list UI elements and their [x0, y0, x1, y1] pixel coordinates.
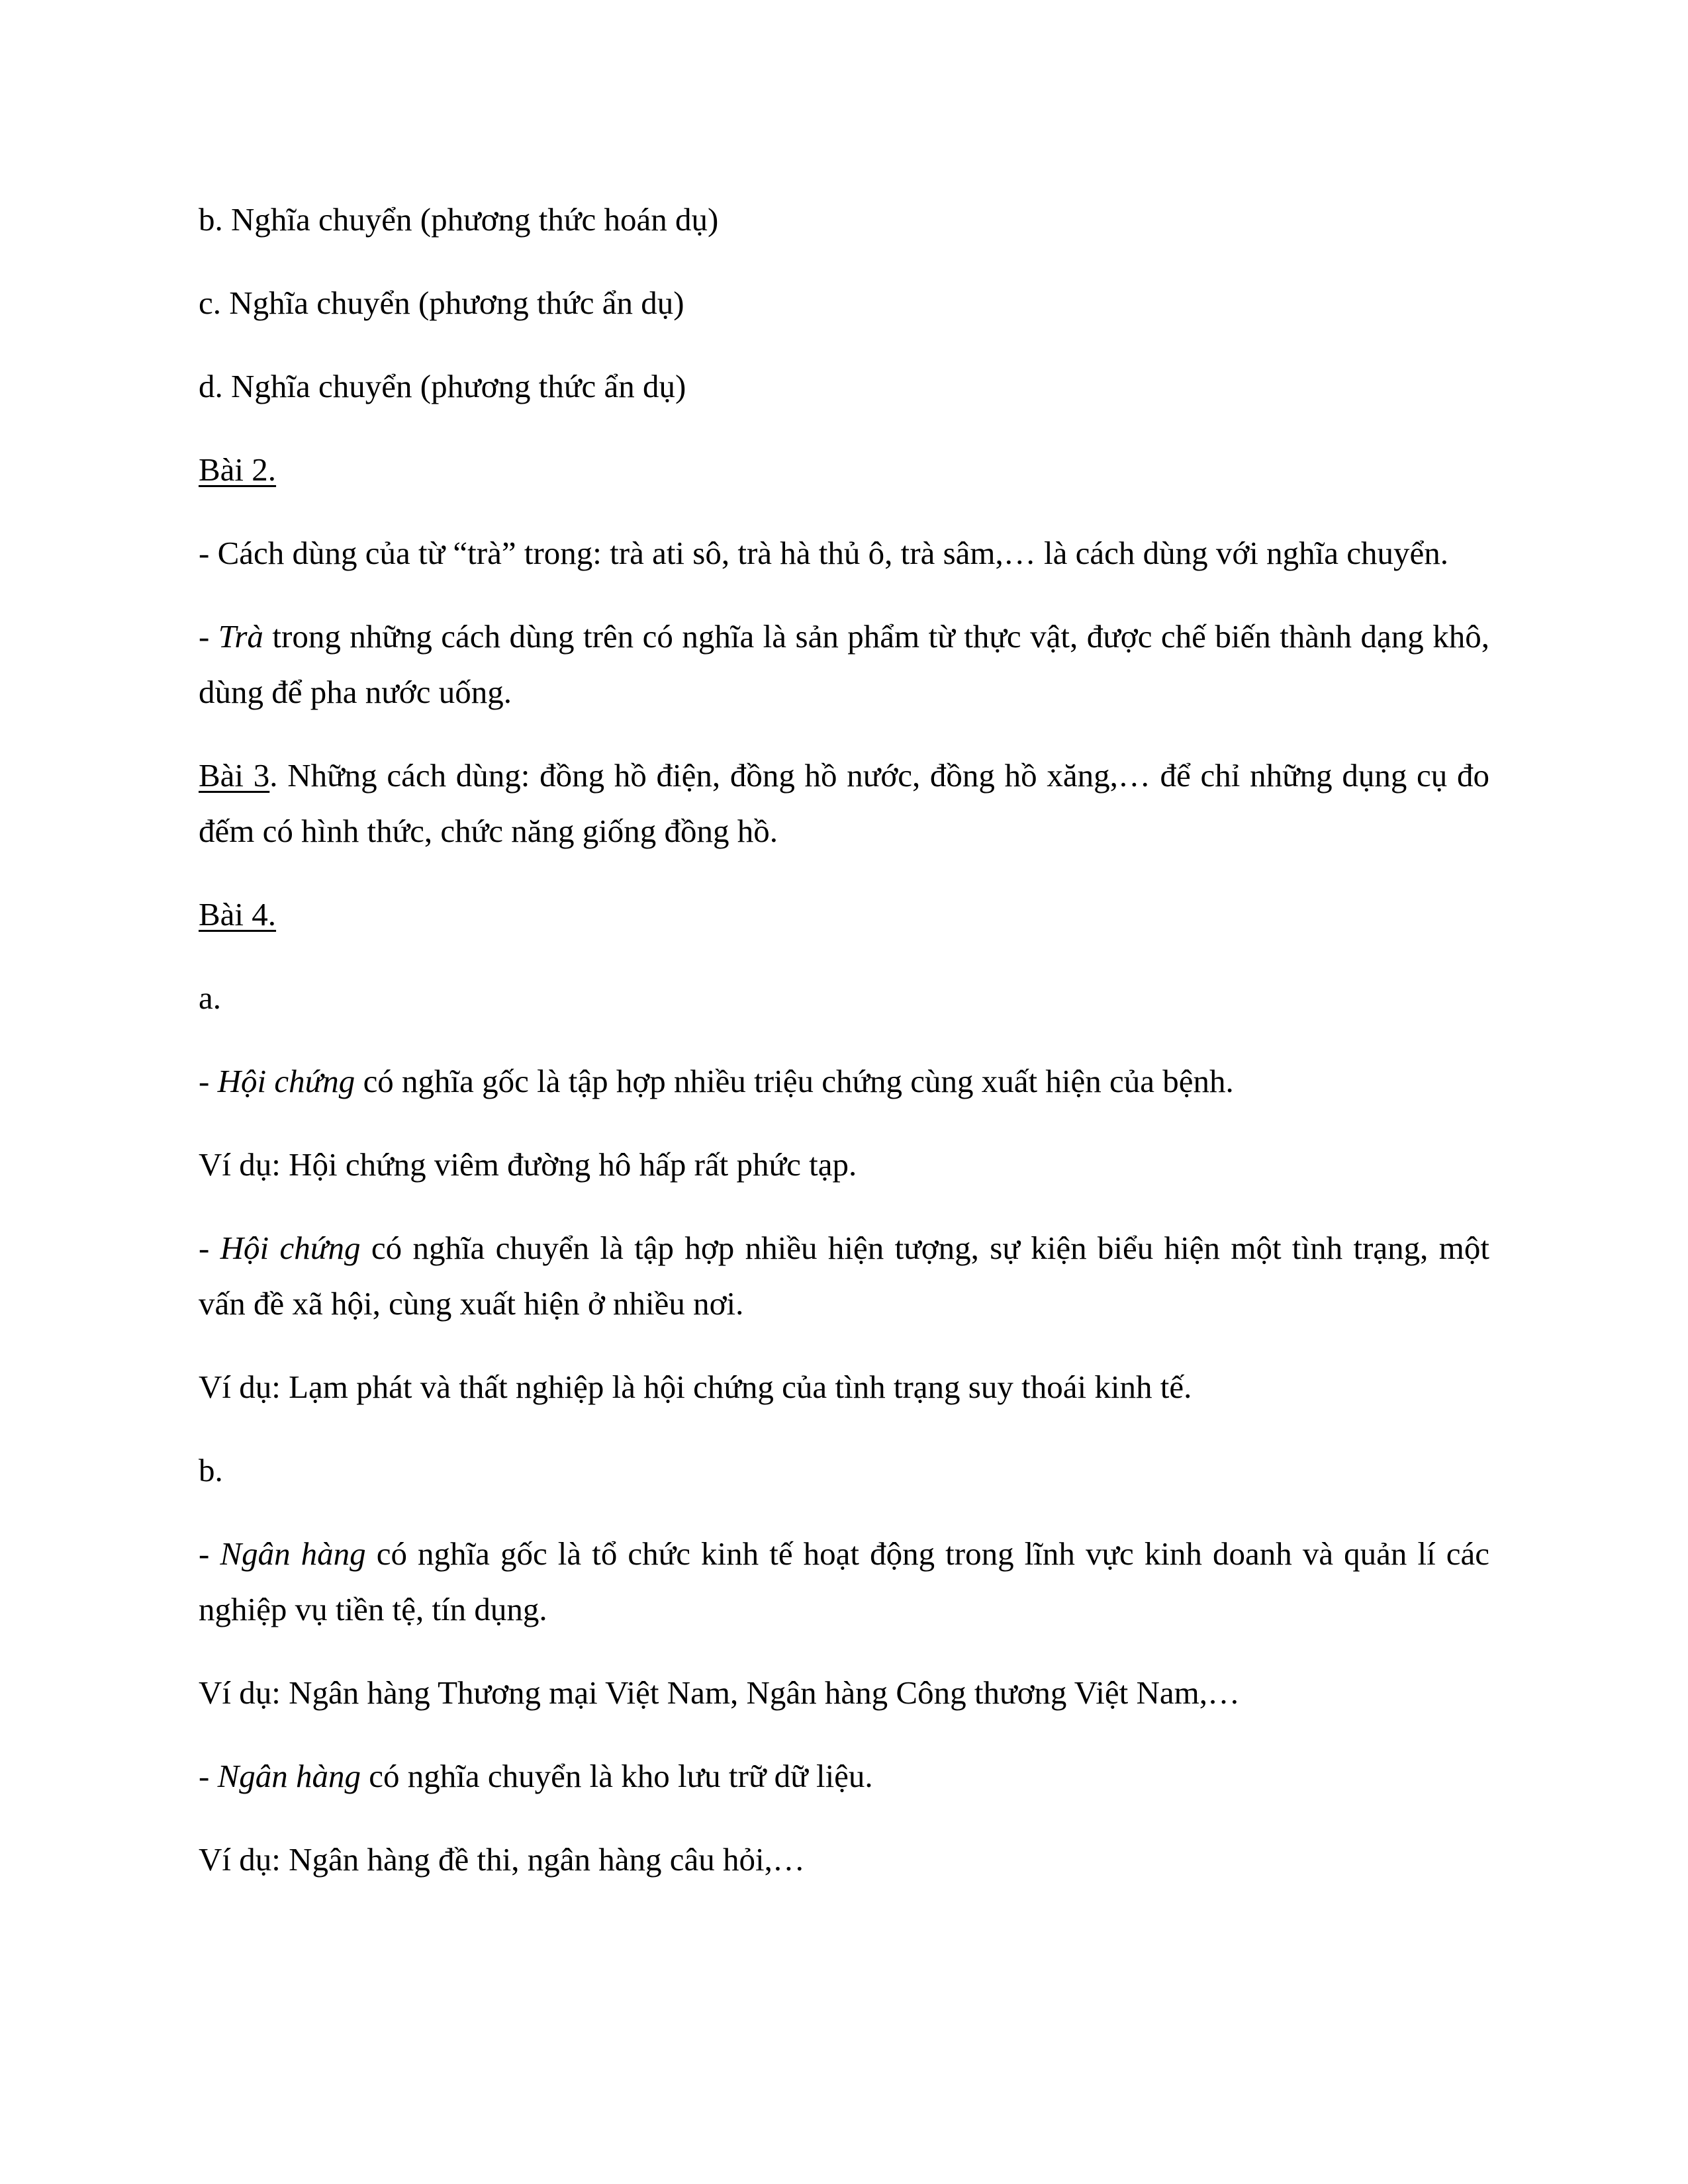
bullet-dash: - [199, 1230, 220, 1266]
bai4-a-figurative-text: có nghĩa chuyển là tập hợp nhiều hiện tượng, sự kiện biểu hiện một tình trạng, một vấn đề xã hội, cùng xuất hiện ở nhiều nơi. [199, 1230, 1489, 1322]
bai4-part-b-label: b. [199, 1452, 223, 1488]
bullet-dash: - [199, 1063, 218, 1099]
bai4-a-original-example: Ví dụ: Hội chứng viêm đường hô hấp rất phức tạp. [199, 1146, 857, 1183]
bullet-dash: - [199, 1758, 218, 1794]
bai4-a-figurative-meaning [199, 1220, 1489, 1332]
answer-line-b: b. Nghĩa chuyển (phương thức hoán dụ) [199, 201, 719, 238]
term-tra: Trà [218, 618, 263, 655]
bai4-b-figurative-example: Ví dụ: Ngân hàng đề thi, ngân hàng câu hỏi,… [199, 1841, 805, 1878]
bai2-paragraph-1: - Cách dùng của từ “trà” trong: trà ati sô, trà hà thủ ô, trà sâm,… là cách dùng với nghĩa chuyển. [199, 535, 1449, 571]
bai4-b-original-text: có nghĩa gốc là tổ chức kinh tế hoạt động trong lĩnh vực kinh doanh và quản lí các nghiệp vụ tiền tệ, tín dụng. [199, 1535, 1489, 1627]
bai2-heading: Bài 2. [199, 451, 277, 488]
bai4-b-original-meaning [199, 1526, 1489, 1637]
document-body [199, 192, 1489, 1915]
bai2-heading-paragraph [199, 442, 1489, 498]
bai3-paragraph [199, 748, 1489, 859]
answer-line-c: c. Nghĩa chuyển (phương thức ẩn dụ) [199, 285, 684, 321]
bai4-b-figurative-meaning [199, 1749, 1489, 1804]
bullet-dash: - [199, 618, 218, 655]
term-hoi-chung: Hội chứng [217, 1063, 355, 1099]
term-ngan-hang: Ngân hàng [220, 1535, 366, 1572]
bai4-a-figurative-example: Ví dụ: Lạm phát và thất nghiệp là hội chứng của tình trạng suy thoái kinh tế. [199, 1369, 1192, 1405]
bai2-paragraph-2-text: trong những cách dùng trên có nghĩa là sản phẩm từ thực vật, được chế biến thành dạng khô, dùng để pha nước uống. [199, 618, 1489, 710]
bai2-paragraph-2 [199, 609, 1489, 720]
bai4-b-original-example: Ví dụ: Ngân hàng Thương mại Việt Nam, Ngân hàng Công thương Việt Nam,… [199, 1674, 1240, 1711]
bai4-part-a-label: a. [199, 979, 221, 1016]
term-ngan-hang: Ngân hàng [217, 1758, 361, 1794]
bai3-text: . Những cách dùng: đồng hồ điện, đồng hồ nước, đồng hồ xăng,… để chỉ những dụng cụ đo đếm có hình thức, chức năng giống đồng hồ. [199, 757, 1489, 849]
term-hoi-chung: Hội chứng [220, 1230, 361, 1266]
bullet-dash: - [199, 1535, 220, 1572]
bai3-heading: Bài 3 [199, 757, 270, 794]
bai4-heading: Bài 4. [199, 896, 277, 933]
answer-line-d: d. Nghĩa chuyển (phương thức ẩn dụ) [199, 368, 686, 404]
bai4-b-figurative-text: có nghĩa chuyển là kho lưu trữ dữ liệu. [361, 1758, 873, 1794]
bai4-a-original-meaning [199, 1054, 1489, 1109]
bai4-a-original-text: có nghĩa gốc là tập hợp nhiều triệu chứng cùng xuất hiện của bệnh. [355, 1063, 1234, 1099]
bai4-heading-paragraph [199, 887, 1489, 942]
